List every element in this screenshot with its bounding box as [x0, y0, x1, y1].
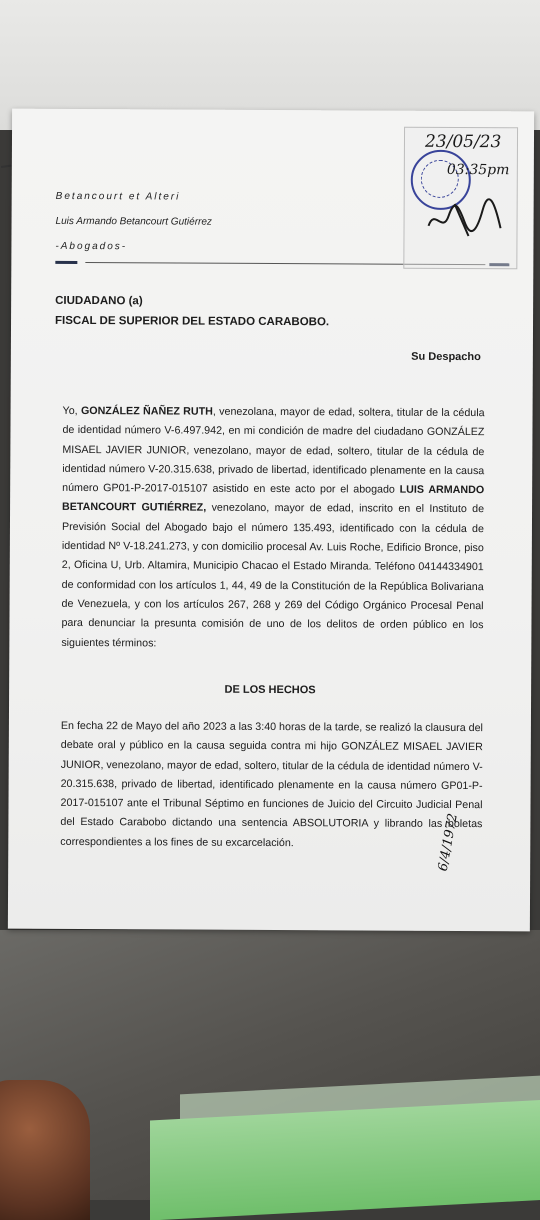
- body-paragraph-2: En fecha 22 de Mayo del año 2023 a las 3:40 horas de la tarde, se realizó la clausura del debate oral y público en la causa seguida contra mi hijo GONZÁLEZ MISAEL JAVIER JUNIOR, venezolano, mayor de edad, soltero, titular de la cédula de identidad número V-20.315.638, privado de libertad, identificado plenamente en la causa número GP01-P-2017-015107 ante el Tribunal Séptimo en funciones de Juicio del Circuito Judicial Penal del Estado Carabobo dictando una sentencia ABSOLUTORIA y librando las boletas correspondientes a los fines de su excarcelación.: [60, 719, 483, 849]
- document-page: [8, 109, 534, 932]
- body-paragraph-1: [61, 402, 484, 655]
- letterhead-firm: Betancourt et Alteri: [55, 190, 181, 203]
- margin-handwritten-note: 6/4/1972: [435, 812, 461, 873]
- letterhead-title: -Abogados-: [55, 240, 128, 253]
- reception-stamp: [403, 127, 518, 270]
- addressee-office: FISCAL DE SUPERIOR DEL ESTADO CARABOBO.: [55, 314, 330, 329]
- p1-text: , venezolana, mayor de edad, soltera, titular de la cédula de identidad número V-6.497.942, en mi condición de madre del ciudadano GONZÁLEZ MISAEL JAVIER JUNIOR, venezolano, mayor de edad, soltero, titular de la cédula de identidad número V-20.315.638, privado de libertad, identificado plenamente en la causa número GP01-P-2017-015107 asistido en este acto por el abogado: [62, 405, 485, 496]
- stamp-date: 23/05/23: [424, 131, 502, 153]
- section-heading: DE LOS HECHOS: [224, 683, 316, 697]
- p1-intro: Yo,: [62, 404, 81, 418]
- su-despacho: Su Despacho: [411, 350, 481, 364]
- p1-text-cont: venezolano, mayor de edad, inscrito en el Instituto de Previsión Social del Abogado bajo el número 135.493, identificado con la cédula de identidad Nº V-18.241.273, y con domicilio procesal Av. Luis Roche, Edificio Bronce, piso 2, Oficina U, Urb. Altamira, Municipio Chacao el Estado Miranda. Teléfono 04144334901 de conformidad con los artículos 1, 44, 49 de la Constitución de la República Bolivariana de Venezuela, y con los artículos 267, 268 y 269 del Código Orgánico Procesal Penal para denunciar la presunta comisión de uno de los delitos de orden público en los siguientes términos:: [61, 502, 485, 649]
- letterhead-lawyer: Luis Armando Betancourt Gutiérrez: [55, 215, 212, 228]
- letterhead-rule-left: [55, 261, 77, 264]
- stamp-time: 03:35pm: [446, 161, 510, 179]
- addressee-title: CIUDADANO (a): [55, 294, 143, 308]
- lawyer-name: LUIS ARMANDO BETANCOURT GUTIÉRREZ,: [62, 483, 485, 515]
- stamp-signature: [424, 198, 504, 238]
- complainant-name: GONZÁLEZ ÑAÑEZ RUTH: [80, 405, 213, 418]
- brown-mug: [0, 1080, 90, 1220]
- green-object: [150, 1100, 540, 1220]
